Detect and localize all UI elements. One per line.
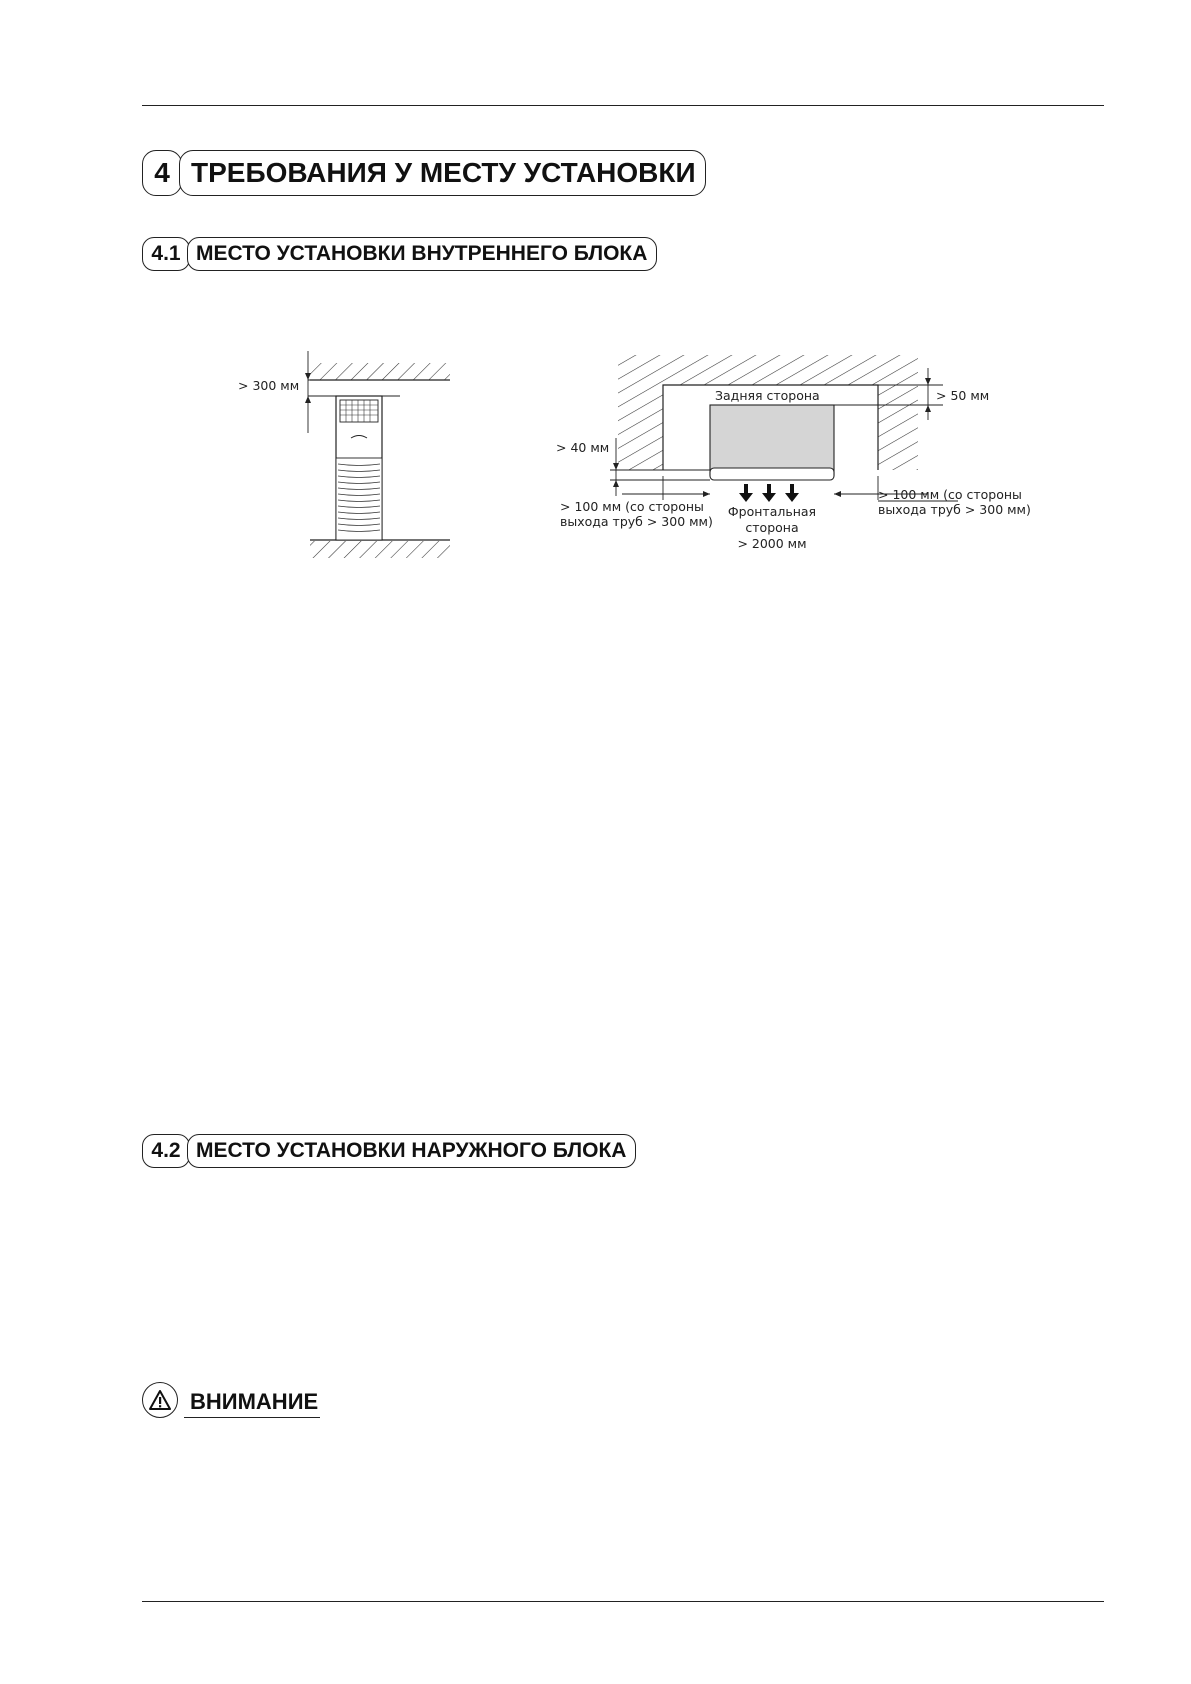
right-clearance-line1: > 100 мм (со стороны <box>878 487 1022 502</box>
unit-front-strip <box>710 468 834 480</box>
warning-triangle-icon <box>142 1382 178 1418</box>
indoor-unit-top-diagram <box>548 350 1048 560</box>
section-heading <box>142 150 706 196</box>
subsection-title: МЕСТО УСТАНОВКИ ВНУТРЕННЕГО БЛОКА <box>187 237 657 271</box>
right-clearance-line2: выхода труб > 300 мм) <box>878 502 1031 517</box>
indoor-unit-top <box>710 405 834 475</box>
subsection-heading-outdoor <box>142 1134 636 1168</box>
indoor-unit-side-diagram <box>230 345 470 565</box>
ceiling-hatch <box>310 363 450 380</box>
airflow-arrow <box>790 484 794 494</box>
subsection-number: 4.2 <box>142 1134 190 1168</box>
front-side-line2: сторона <box>745 520 799 535</box>
front-side-line1: Фронтальная <box>727 504 817 519</box>
warning-label: ВНИМАНИЕ <box>184 1389 320 1418</box>
left-clearance-line1: > 100 мм (со стороны <box>560 499 704 514</box>
left-gap-label: > 40 мм <box>556 440 610 455</box>
front-side-line3: > 2000 мм <box>737 536 807 551</box>
section-number: 4 <box>142 150 182 196</box>
airflow-arrow <box>744 484 748 494</box>
back-clearance-label: > 50 мм <box>936 388 990 403</box>
bottom-rule <box>142 1601 1104 1602</box>
left-clearance-line2: выхода труб > 300 мм) <box>560 514 713 529</box>
section-title: ТРЕБОВАНИЯ У МЕСТУ УСТАНОВКИ <box>179 150 706 196</box>
top-clearance-label: > 300 мм <box>238 378 300 393</box>
subsection-heading-indoor <box>142 237 657 271</box>
back-side-label: Задняя сторона <box>715 388 820 403</box>
subsection-number: 4.1 <box>142 237 190 271</box>
subsection-title: МЕСТО УСТАНОВКИ НАРУЖНОГО БЛОКА <box>187 1134 636 1168</box>
top-rule <box>142 105 1104 106</box>
floor-hatch <box>310 541 450 558</box>
warning-heading <box>142 1382 320 1418</box>
airflow-arrow <box>767 484 771 494</box>
